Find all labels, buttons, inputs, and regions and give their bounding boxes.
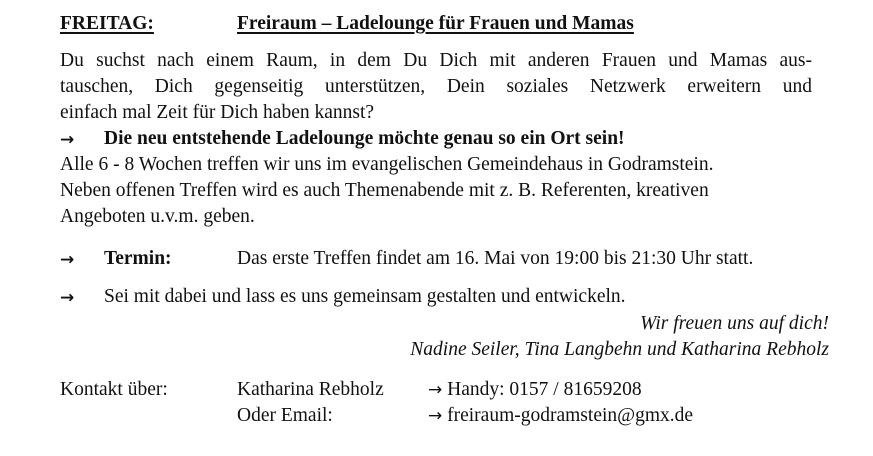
contact-email-label: Oder Email: [237, 405, 333, 426]
page-title: Freiraum – Ladelounge für Frauen und Mamas [237, 13, 634, 34]
highlight-text: Die neu entstehende Ladelounge möchte genau so ein Ort sein! [104, 128, 625, 149]
arrow-right-icon: → [428, 406, 443, 426]
termin-text: Das erste Treffen findet am 16. Mai von 19:00 bis 21:30 Uhr statt. [237, 248, 754, 269]
invite-text: Sei mit dabei und lass es uns gemeinsam gestalten und entwickeln. [104, 286, 626, 307]
arrow-right-icon: → [60, 288, 75, 308]
arrow-right-icon: → [428, 380, 443, 400]
arrow-right-icon: → [60, 130, 75, 150]
closing-names: Nadine Seiler, Tina Langbehn und Katharina Rebholz [410, 339, 829, 360]
day-heading: FREITAG: [60, 13, 154, 34]
contact-name: Katharina Rebholz [237, 379, 384, 400]
details-line-1: Alle 6 - 8 Wochen treffen wir uns im evangelischen Gemeindehaus in Godramstein. [60, 154, 714, 175]
details-line-2: Neben offenen Treffen wird es auch Themenabende mit z. B. Referenten, kreativen [60, 180, 709, 201]
arrow-right-icon: → [60, 250, 75, 270]
intro-line-2: tauschen, Dich gegenseitig unterstützen, Dein soziales Netzwerk erweitern und [60, 76, 812, 97]
intro-line-1: Du suchst nach einem Raum, in dem Du Dich mit anderen Frauen und Mamas aus- [60, 50, 812, 71]
contact-email-row [428, 406, 693, 426]
contact-phone: Handy: 0157 / 81659208 [447, 379, 642, 400]
termin-label: Termin: [104, 248, 172, 269]
contact-phone-row [428, 380, 642, 400]
closing-greeting: Wir freuen uns auf dich! [640, 313, 829, 334]
intro-line-3: einfach mal Zeit für Dich haben kannst? [60, 102, 375, 123]
contact-email[interactable]: freiraum-godramstein@gmx.de [447, 405, 694, 426]
contact-label: Kontakt über: [60, 379, 168, 400]
details-line-3: Angeboten u.v.m. geben. [60, 206, 255, 227]
